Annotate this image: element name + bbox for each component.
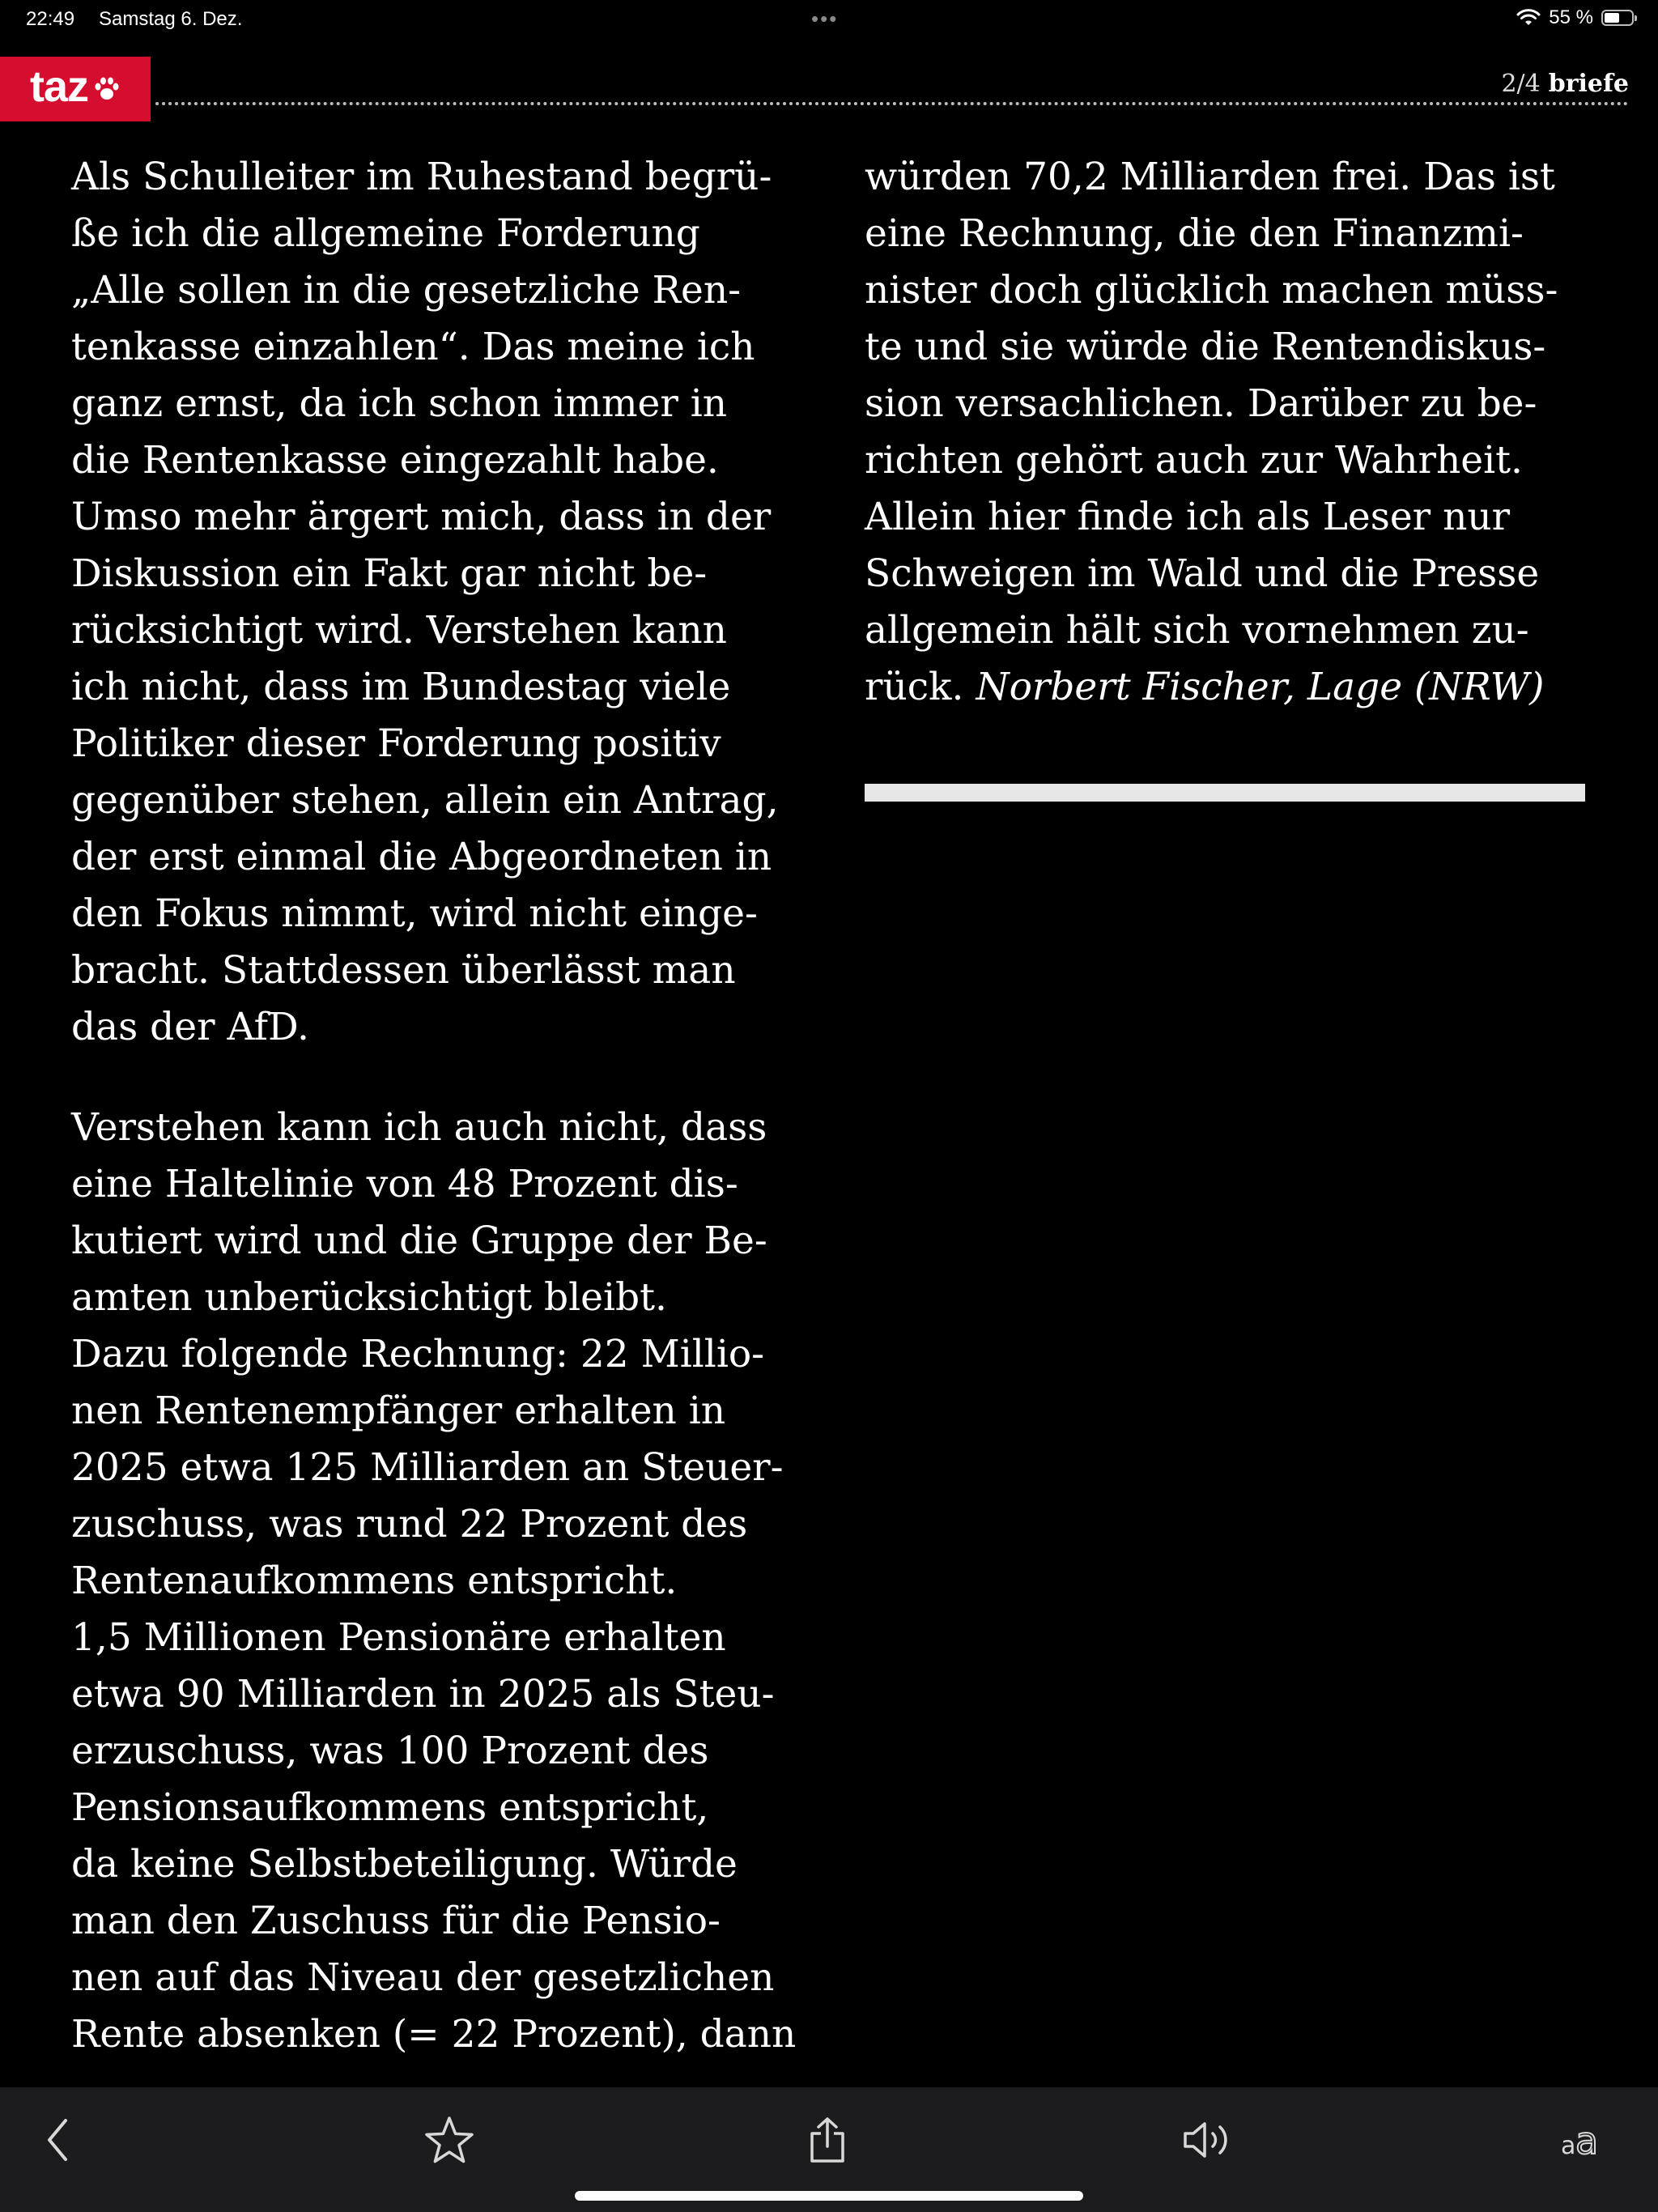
status-date: Samstag 6. Dez. — [99, 8, 243, 30]
text-line: te und sie würde die Rentendiskus- — [865, 325, 1546, 369]
text-line: man den Zuschuss für die Pensio- — [71, 1899, 721, 1943]
text-line: bracht. Stattdessen überlässt man — [71, 948, 736, 993]
share-icon — [807, 2116, 848, 2164]
taz-logo[interactable] — [0, 57, 151, 121]
svg-text:a: a — [1561, 2132, 1576, 2160]
text-size-icon — [1559, 2120, 1613, 2160]
text-line: „Alle sollen in die gesetzliche Ren- — [71, 268, 741, 313]
text-line: zuschuss, was rund 22 Prozent des — [71, 1502, 748, 1546]
home-indicator[interactable] — [575, 2191, 1083, 2201]
text-line: da keine Selbstbeteiligung. Würde — [71, 1842, 738, 1887]
text-line: rücksichtigt wird. Verstehen kann — [71, 608, 727, 653]
text-line: sion versachlichen. Darüber zu be- — [865, 381, 1537, 426]
text-line: Rentenaufkommens entspricht. — [71, 1559, 678, 1603]
text-line: Schweigen im Wald und die Presse — [865, 551, 1540, 596]
bookmark-button[interactable] — [413, 2104, 486, 2176]
header — [0, 57, 1658, 121]
article-end-divider — [865, 784, 1585, 802]
taz-logo-text: taz — [29, 62, 88, 111]
battery-icon — [1601, 10, 1634, 26]
text-line: nister doch glücklich machen müss- — [865, 268, 1558, 313]
text-line: würden 70,2 Milliarden frei. Das ist — [865, 155, 1555, 199]
text-line: der erst einmal die Abgeordneten in — [71, 835, 772, 879]
text-line: Umso mehr ärgert mich, dass in der — [71, 495, 772, 539]
text-line: Politiker dieser Forderung positiv — [71, 721, 721, 766]
letter-author: Norbert Fischer, Lage (NRW) — [976, 665, 1545, 709]
battery-level — [1605, 13, 1619, 23]
text-line: kutiert wird und die Gruppe der Be- — [71, 1219, 767, 1263]
text-line: Dazu folgende Rechnung: 22 Millio- — [71, 1332, 765, 1376]
text-line: den Fokus nimmt, wird nicht einge- — [71, 891, 758, 936]
text-line: erzuschuss, was 100 Prozent des — [71, 1729, 709, 1773]
text-line: 2025 etwa 125 Milliarden an Steuer- — [71, 1445, 784, 1490]
text-line: ich nicht, dass im Bundestag viele — [71, 665, 731, 709]
text-line: amten unberücksichtigt bleibt. — [71, 1275, 667, 1320]
text-line: eine Haltelinie von 48 Prozent dis- — [71, 1162, 738, 1206]
section-indicator — [1491, 70, 1629, 98]
text-line: Allein hier finde ich als Leser nur — [865, 495, 1511, 539]
text-line: das der AfD. — [71, 1005, 309, 1049]
last-word: rück. — [865, 665, 964, 709]
page-counter: 2/4 — [1501, 70, 1541, 98]
letter-signature-line — [865, 659, 1593, 716]
chevron-left-icon — [41, 2116, 74, 2164]
svg-text:a: a — [1575, 2120, 1599, 2160]
text-line: tenkasse einzahlen“. Das meine ich — [71, 325, 755, 369]
text-line: Pensionsaufkommens entspricht, — [71, 1785, 709, 1830]
read-aloud-button[interactable] — [1172, 2104, 1245, 2176]
text-line: richten gehört auch zur Wahrheit. — [865, 438, 1523, 483]
text-line: nen Rentenempfänger erhalten in — [71, 1389, 726, 1433]
battery-percent: 55 % — [1549, 6, 1593, 28]
wifi-icon — [1516, 9, 1541, 27]
status-bar — [0, 0, 1658, 39]
share-button[interactable] — [791, 2104, 864, 2176]
letter-paragraph-continued — [865, 149, 1593, 659]
bottom-toolbar — [0, 2087, 1658, 2212]
article-column-right — [865, 149, 1593, 716]
multitasking-dots[interactable]: ••• — [811, 6, 839, 31]
letter-paragraph-2 — [71, 1100, 800, 2063]
text-line: Diskussion ein Fakt gar nicht be- — [71, 551, 708, 596]
text-line: ganz ernst, da ich schon immer in — [71, 381, 728, 426]
text-line: die Rentenkasse eingezahlt habe. — [71, 438, 719, 483]
back-button[interactable] — [21, 2104, 94, 2176]
paragraph-gap — [71, 1056, 800, 1100]
speaker-icon — [1182, 2120, 1235, 2160]
section-name: briefe — [1548, 70, 1629, 98]
text-settings-button[interactable] — [1550, 2104, 1622, 2176]
header-dotted-rule — [155, 102, 1629, 105]
letter-paragraph-1 — [71, 149, 800, 1056]
text-line: 1,5 Millionen Pensionäre erhalten — [71, 1615, 726, 1660]
text-line: ße ich die allgemeine Forderung — [71, 211, 700, 256]
text-line: Als Schulleiter im Ruhestand begrü- — [71, 155, 772, 199]
status-indicators — [1516, 6, 1634, 29]
text-line: Rente absenken (= 22 Prozent), dann — [71, 2012, 797, 2057]
article-column-left — [71, 149, 800, 2063]
text-line: allgemein hält sich vornehmen zu- — [865, 608, 1529, 653]
status-time: 22:49 — [26, 8, 75, 30]
text-line: gegenüber stehen, allein ein Antrag, — [71, 778, 779, 823]
text-line: etwa 90 Milliarden in 2025 als Steu- — [71, 1672, 775, 1716]
text-line: nen auf das Niveau der gesetzlichen — [71, 1955, 775, 2000]
paw-icon — [93, 75, 121, 103]
star-icon — [423, 2115, 475, 2165]
text-line: Verstehen kann ich auch nicht, dass — [71, 1105, 767, 1150]
text-line: eine Rechnung, die den Finanzmi- — [865, 211, 1524, 256]
